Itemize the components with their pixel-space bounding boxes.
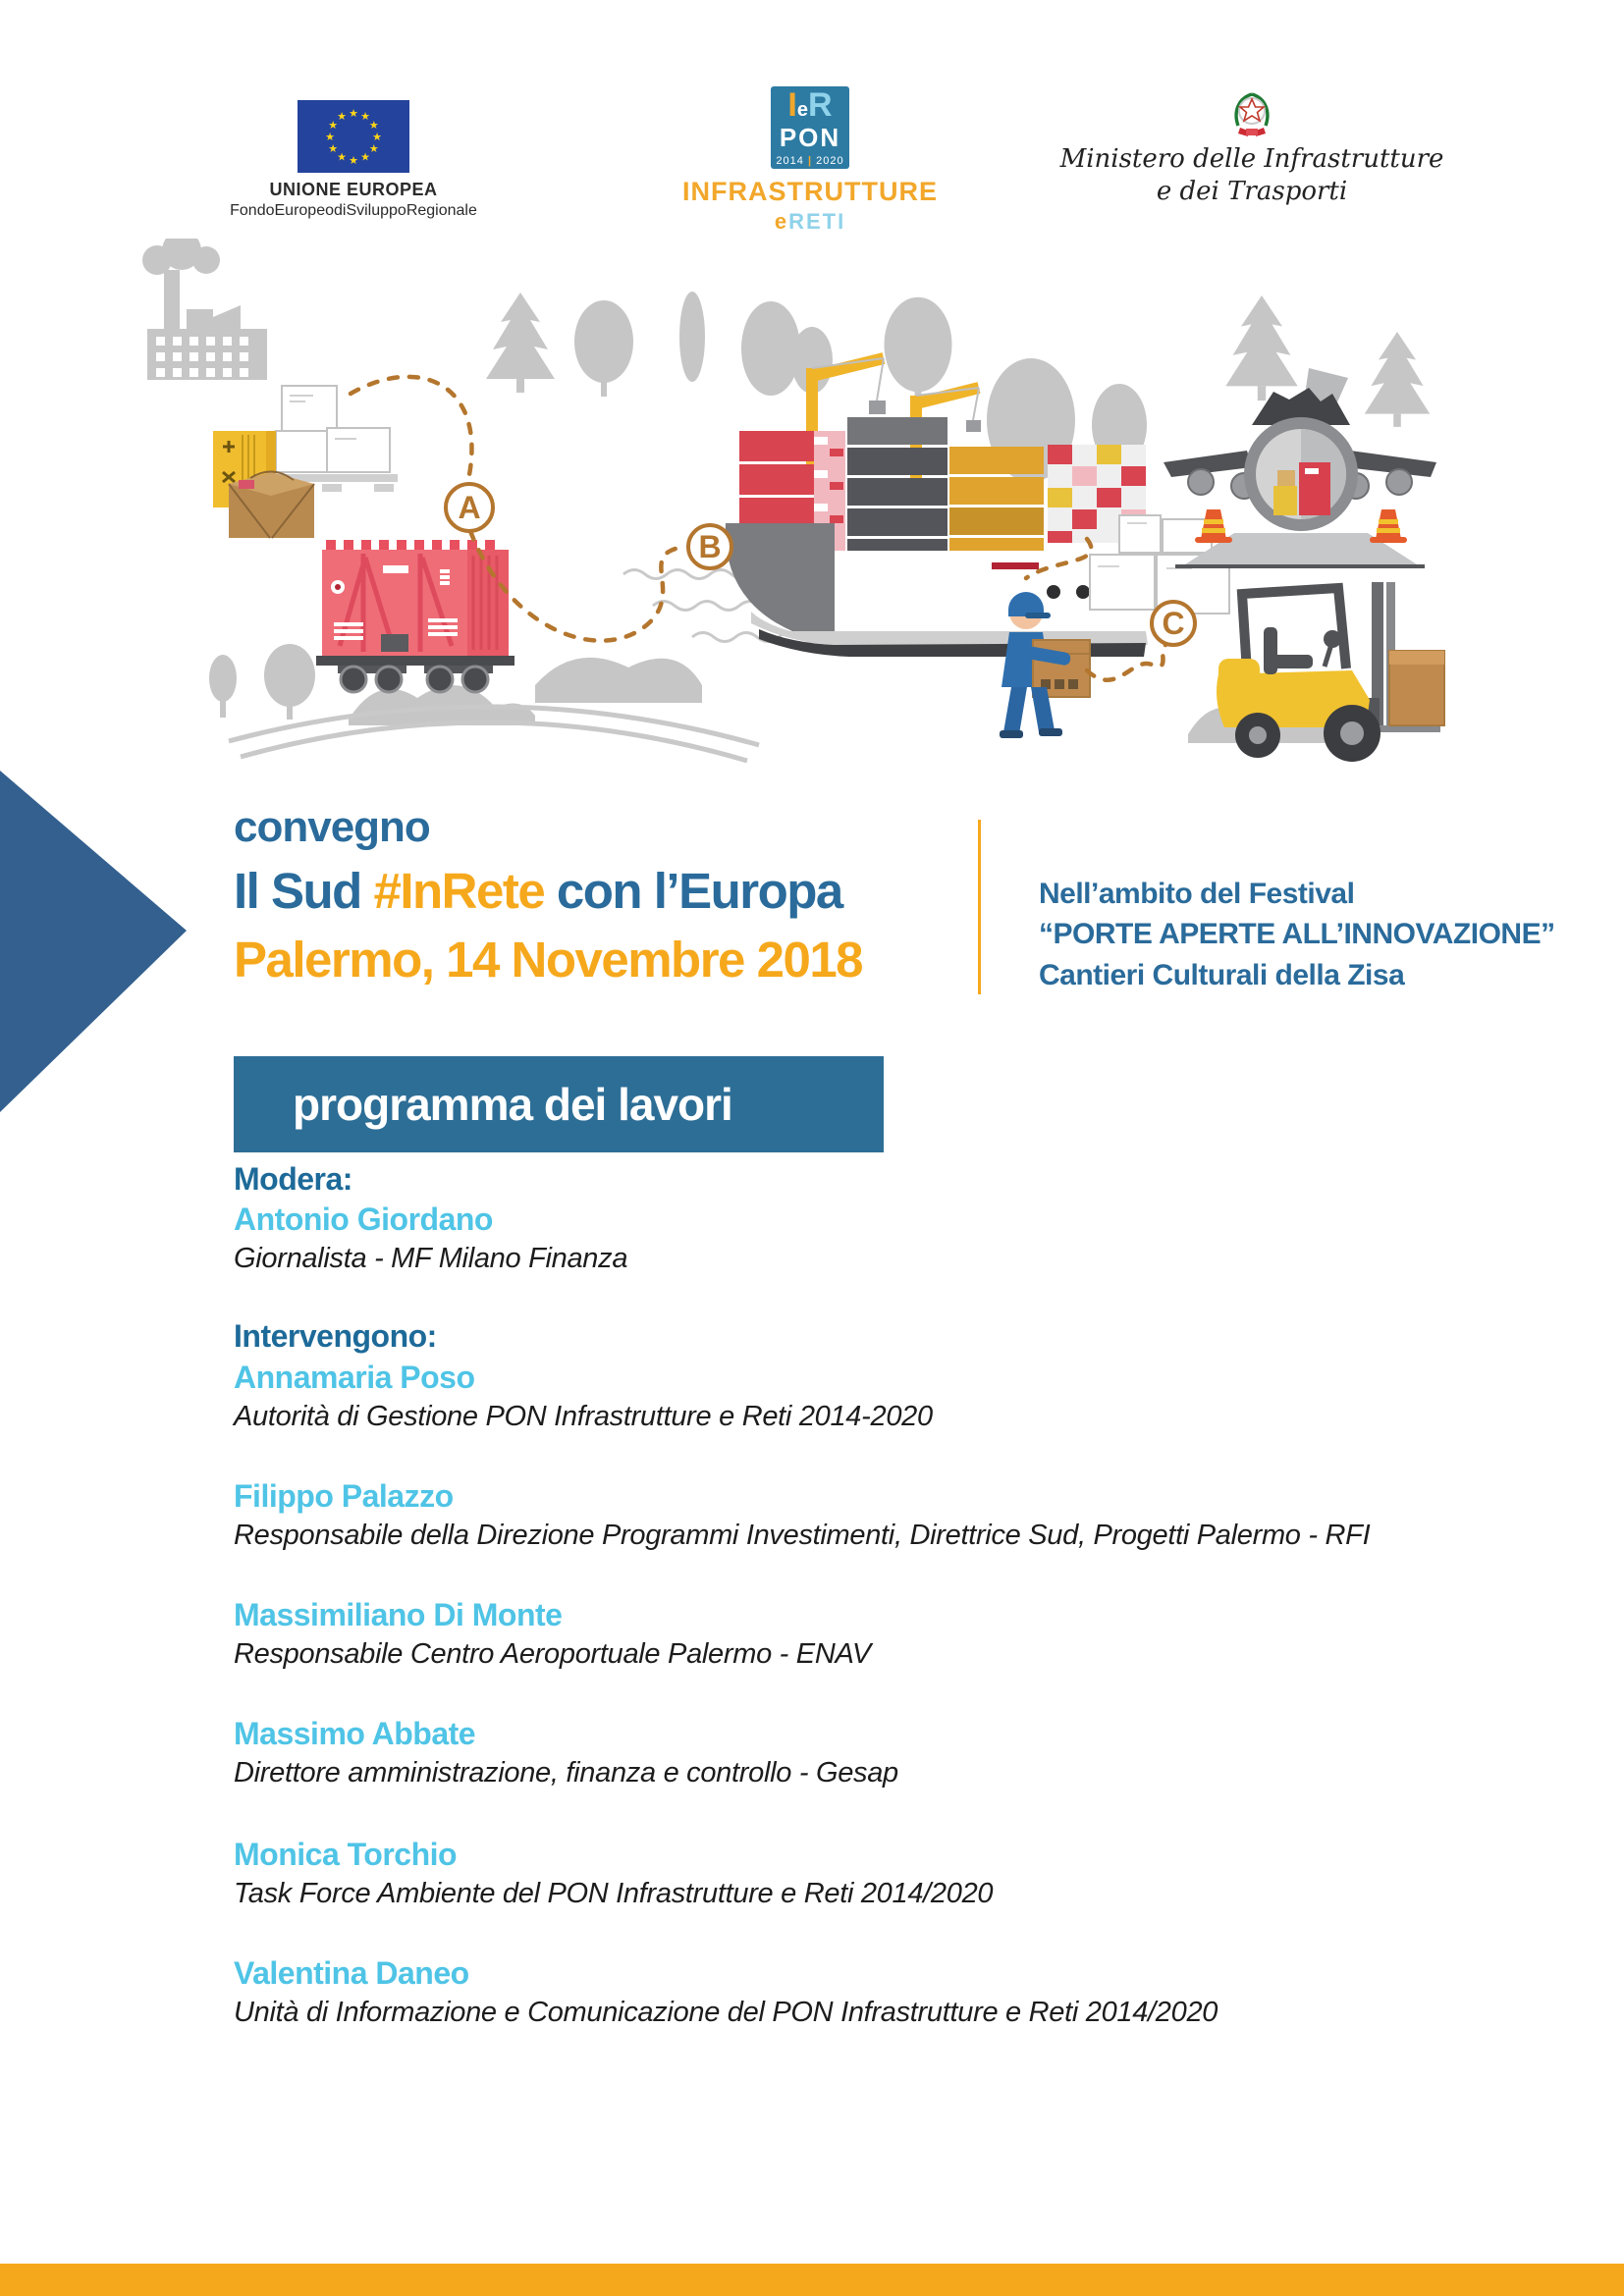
pon-i: I: [787, 86, 797, 124]
svg-text:★: ★: [368, 119, 379, 132]
speaker-role: Task Force Ambiente del PON Infrastrutture e Reti 2014/2020: [234, 1878, 994, 1909]
moderator-role: Giornalista - MF Milano Finanza: [234, 1243, 628, 1274]
pon-year-end: 2020: [816, 155, 844, 167]
moderator-name: Antonio Giordano: [234, 1201, 493, 1237]
event-kicker: convegno: [234, 803, 430, 851]
pon-infrastrutture-label: INFRASTRUTTURE: [682, 177, 938, 206]
program-banner-label: programma dei lavori: [293, 1079, 732, 1130]
svg-text:★: ★: [337, 110, 347, 123]
left-arrow-decoration: [0, 758, 191, 1116]
footer-accent-bar: [0, 2264, 1624, 2296]
logistics-illustration: [103, 239, 1517, 778]
marker-a-label: A: [458, 490, 481, 525]
svg-text:★: ★: [349, 107, 358, 120]
speaker-name: Massimo Abbate: [234, 1716, 476, 1751]
event-title-part2: con l’Europa: [544, 863, 842, 919]
festival-note: [1039, 874, 1598, 995]
modera-label: Modera:: [234, 1161, 352, 1197]
eu-logo: [206, 100, 501, 220]
ministero-line2: e dei Trasporti: [1156, 176, 1348, 206]
ministero-line1: Ministero delle Infrastrutture: [1059, 144, 1444, 174]
svg-text:★: ★: [325, 131, 335, 143]
marker-b-label: B: [698, 529, 722, 564]
speaker-role: Responsabile della Direzione Programmi Investimenti, Direttrice Sud, Progetti Palermo - RFI: [234, 1520, 1371, 1551]
svg-text:★: ★: [372, 131, 382, 143]
pon-r: R: [808, 86, 833, 124]
freight-wagon: [316, 540, 514, 692]
speaker-role: Responsabile Centro Aeroportuale Palermo - ENAV: [234, 1638, 871, 1670]
pon-year-sep: |: [807, 155, 813, 167]
event-title-part1: Il Sud: [234, 863, 374, 919]
italy-emblem-icon: [1227, 90, 1276, 143]
festival-line1: Nell’ambito del Festival: [1039, 878, 1355, 910]
pon-logo: [677, 86, 943, 235]
speaker-name: Massimiliano Di Monte: [234, 1597, 563, 1632]
speaker-name: Filippo Palazzo: [234, 1478, 454, 1514]
pon-ereti-e: e: [774, 209, 789, 234]
svg-text:★: ★: [349, 154, 358, 167]
pon-ereti-reti: RETI: [788, 209, 846, 234]
eu-logo-title: UNIONE EUROPEA: [269, 180, 438, 199]
speaker-role: Autorità di Gestione PON Infrastrutture e Reti 2014-2020: [234, 1401, 933, 1432]
svg-text:★: ★: [368, 142, 379, 155]
svg-text:★: ★: [337, 150, 347, 164]
festival-line3: Cantieri Culturali della Zisa: [1039, 958, 1405, 991]
speaker-name: Valentina Daneo: [234, 1955, 469, 1991]
festival-line2: “PORTE APERTE ALL’INNOVAZIONE”: [1039, 918, 1555, 951]
marker-c-label: C: [1162, 606, 1185, 641]
pon-e: e: [796, 99, 808, 121]
pon-logo-square: [771, 86, 849, 169]
svg-text:★: ★: [328, 142, 339, 155]
pon-year-start: 2014: [776, 155, 804, 167]
event-date-location: Palermo, 14 Novembre 2018: [234, 932, 863, 988]
speaker-name: Monica Torchio: [234, 1837, 458, 1872]
intervengono-label: Intervengono:: [234, 1318, 437, 1354]
svg-text:★: ★: [360, 150, 370, 164]
svg-text:★: ★: [360, 110, 370, 123]
program-banner: [234, 1056, 884, 1152]
eu-flag-icon: [298, 100, 409, 173]
ministero-logo: [1046, 90, 1458, 207]
eu-logo-subtitle: FondoEuropeodiSviluppoRegionale: [230, 202, 477, 219]
svg-text:★: ★: [328, 119, 339, 132]
speaker-role: Unità di Informazione e Comunicazione del PON Infrastrutture e Reti 2014/2020: [234, 1997, 1218, 2028]
speaker-role: Direttore amministrazione, finanza e controllo - Gesap: [234, 1757, 898, 1789]
speaker-name: Annamaria Poso: [234, 1360, 475, 1395]
event-title: [234, 862, 842, 920]
pon-word: PON: [779, 123, 841, 152]
event-title-hashtag: #InRete: [373, 863, 545, 919]
forklift: [1217, 582, 1444, 762]
vertical-divider: [978, 820, 981, 994]
